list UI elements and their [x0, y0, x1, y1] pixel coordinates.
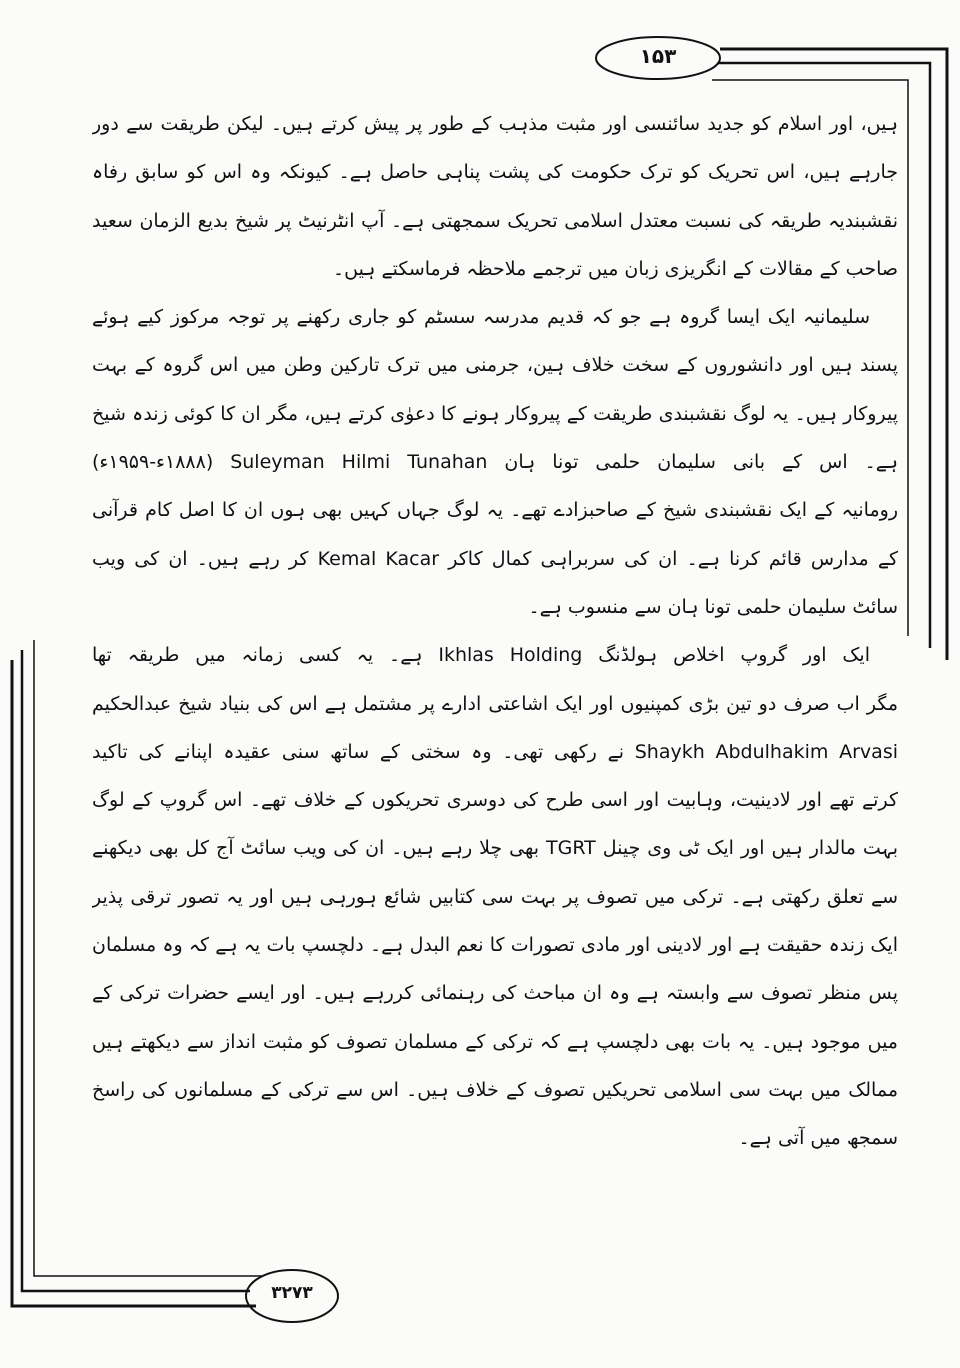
text-line: ہیں، اور اسلام کو جدید سائنسی اور مثبت مذہب کے طور پر پیش کرتے ہیں۔ لیکن طریقت سے دور [92, 113, 898, 135]
text-line: صاحب کے مقالات کے انگریزی زبان میں ترجمے ملاحظہ فرماسکتے ہیں۔ [332, 257, 898, 280]
text-line: کے مدارس قائم کرنا ہے۔ ان کی سربراہی کمال کاکر Kemal Kacar کر رہے ہیں۔ ان کی ویب [92, 547, 898, 570]
text-line: بہت مالدار ہیں اور ایک ٹی وی چینل TGRT بھی چلا رہے ہیں۔ ان کی ویب سائٹ آج کل بھی دیکھنے [92, 837, 898, 860]
paragraph-start-line: ایک اور گروپ اخلاص ہولڈنگ Ikhlas Holding ہے۔ یہ کسی زمانہ میں طریقہ تھا [92, 644, 870, 667]
text-line: Shaykh Abdulhakim Arvasi نے رکھی تھی۔ وہ سختی کے ساتھ سنی عقیدہ اپنانے کی تاکید [92, 740, 898, 763]
page-number-bottom: ۳۲۷۳ [271, 1283, 313, 1303]
text-line: نقشبندیہ طریقہ کی نسبت معتدل اسلامی تحریک سمجھتی ہے۔ آپ انٹرنیٹ پر شیخ بدیع الزمان سعید [92, 209, 898, 232]
text-line: ممالک میں بہت سی اسلامی تحریکیں تصوف کے خلاف ہیں۔ اس سے ترکی کے مسلمانوں کی راسخ [92, 1078, 898, 1101]
text-line: پسند ہیں اور دانشوروں کے سخت خلاف ہین، جرمنی میں ترک تارکین وطن میں اس گروہ کے بہت [92, 354, 898, 377]
text-line: کرتے تھے اور لادینیت، وہابیت اور اسی طرح کی دوسری تحریکوں کے خلاف تھے۔ اس گروپ کے لوگ [92, 789, 898, 812]
text-line: پیروکار ہیں۔ یہ لوگ نقشبندی طریقت کے پیروکار ہونے کا دعوٰی کرتے ہیں، مگر ان کا کوئی زندہ شیخ [92, 402, 898, 425]
text-line: پس منظر تصوف سے وابستہ ہے وہ ان مباحث کی رہنمائی کررہے ہیں۔ اور ایسے حضرات ترکی کے [92, 982, 898, 1005]
text-line: میں موجود ہیں۔ یہ بات بھی دلچسپ ہے کہ ترکی کے مسلمان تصوف کو مثبت انداز سے دیکھتے ہیں [92, 1030, 898, 1053]
text-line: مگر اب صرف دو تین بڑی کمپنیوں اور ایک اشاعتی ادارے پر مشتمل ہے اس کی بنیاد شیخ عبدالحکیم [92, 692, 898, 715]
paragraph-start-line: سلیمانیہ ایک ایسا گروہ ہے جو کہ قدیم مدرسہ سسٹم کو جاری رکھنے پر توجہ مرکوز کیے ہوئے [92, 306, 870, 329]
body-text [92, 100, 898, 1163]
text-line: ہے۔ اس کے بانی سلیمان حلمی تونا ہان Suleyman Hilmi Tunahan (۱۸۸۸ء-۱۹۵۹ء) [92, 451, 898, 474]
text-line: سے تعلق رکھتی ہے۔ ترکی میں تصوف پر بہت سی کتابیں شائع ہورہی ہیں اور یہ تصور ترقی پذیر [92, 885, 898, 908]
text-line: سائٹ سلیمان حلمی تونا ہان سے منسوب ہے۔ [528, 595, 898, 618]
text-line: سمجھ میں آتی ہے۔ [738, 1127, 898, 1150]
text-line: رومانیہ کے ایک نقشبندی شیخ کے صاحبزادے تھے۔ یہ لوگ جہاں کہیں بھی ہوں ان کا اصل کام قرآنی [92, 499, 898, 522]
text-line: ایک زندہ حقیقت ہے اور لادینی اور مادی تصورات کا نعم البدل ہے۔ دلچسپ بات یہ ہے کہ وہ مسلمان [92, 934, 898, 957]
text-line: جارہے ہیں، اس تحریک کو ترک حکومت کی پشت پناہی حاصل ہے۔ کیونکہ وہ اس کو سابق رفاہ [92, 161, 898, 184]
page-number-top: ۱۵۳ [639, 44, 677, 68]
